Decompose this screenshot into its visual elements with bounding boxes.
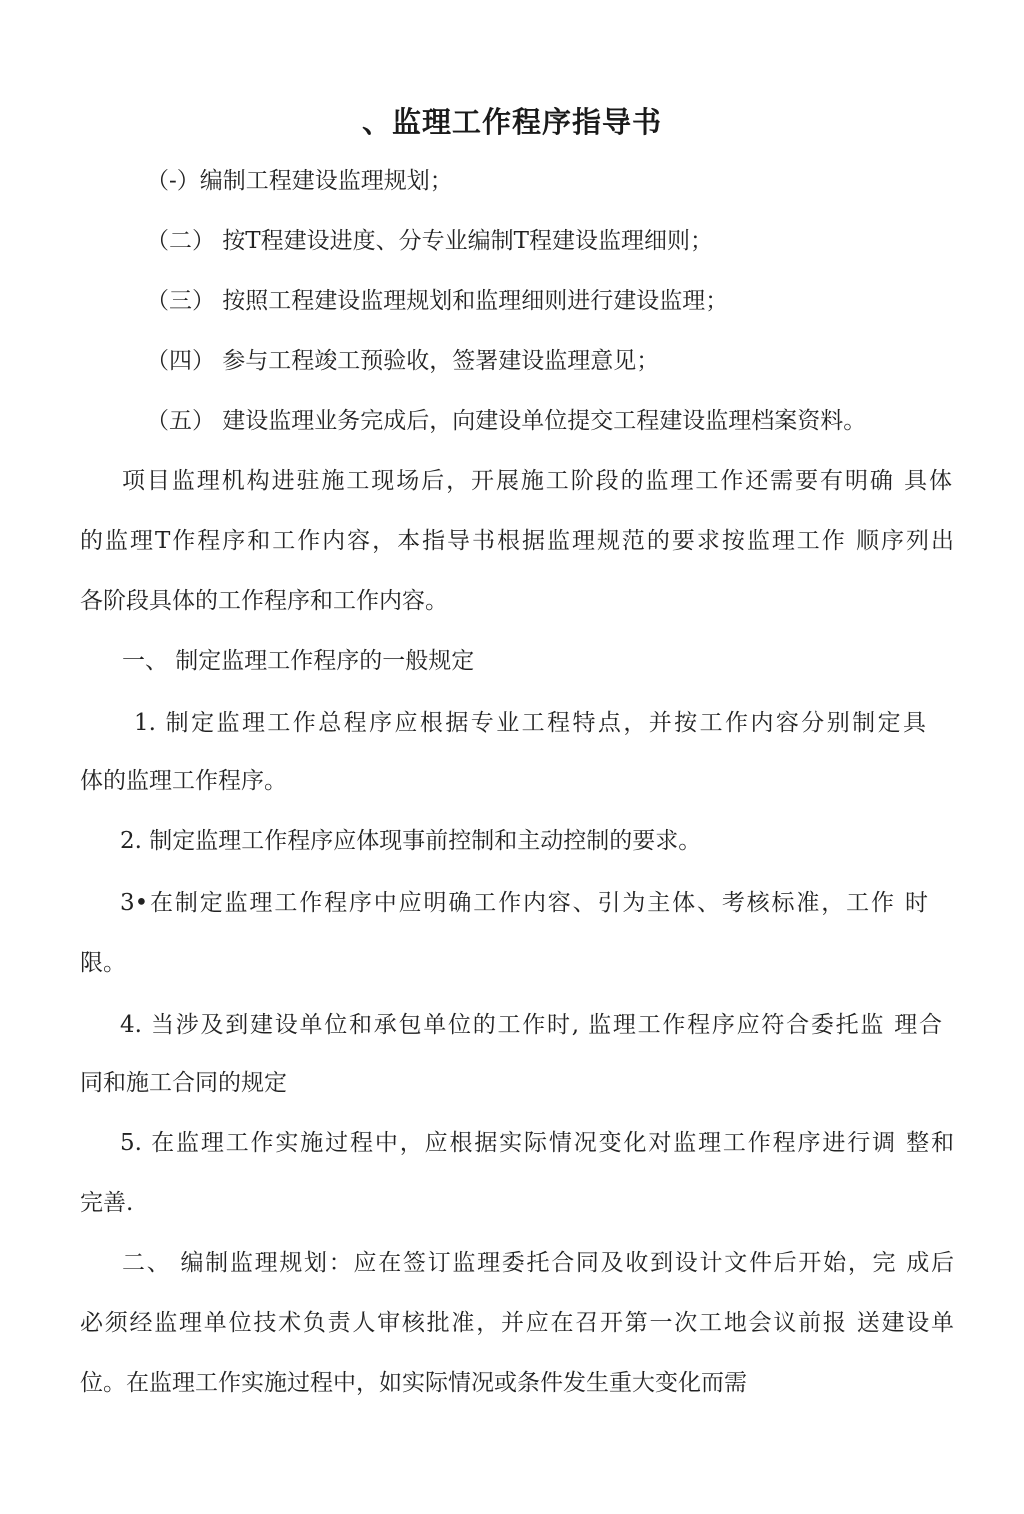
paragraph-line: 各阶段具体的工作程序和工作内容。	[80, 588, 448, 614]
paragraph-line: 同和施工合同的规定	[80, 1070, 287, 1096]
paragraph-line: 项目监理机构进驻施工现场后，开展施工阶段的监理工作还需要有明确 具体	[122, 468, 952, 494]
paragraph-line: 位。在监理工作实施过程中，如实际情况或条件发生重大变化而需	[80, 1370, 747, 1396]
paragraph-line: 限。	[80, 950, 126, 976]
paragraph-line: 1. 制定监理工作总程序应根据专业工程特点，并按工作内容分别制定具	[134, 710, 926, 736]
list-item-5: （五） 建设监理业务完成后，向建设单位提交工程建设监理档案资料。	[146, 408, 867, 434]
paragraph-line: 完善.	[80, 1190, 134, 1216]
paragraph-line: 2. 制定监理工作程序应体现事前控制和主动控制的要求。	[120, 828, 702, 854]
document-title: 、监理工作程序指导书	[361, 105, 662, 139]
list-item-3: （三） 按照工程建设监理规划和监理细则进行建设监理；	[146, 288, 729, 314]
section-heading: 一、 制定监理工作程序的一般规定	[122, 648, 475, 674]
paragraph-line: 体的监理工作程序。	[80, 768, 287, 794]
section-heading: 二、 编制监理规划：应在签订监理委托合同及收到设计文件后开始，完 成后	[122, 1250, 954, 1276]
paragraph-line: 的监理T作程序和工作内容，本指导书根据监理规范的要求按监理工作 顺序列出	[80, 528, 954, 554]
list-item-1: （-）编制工程建设监理规划；	[146, 168, 453, 194]
paragraph-line: 5. 在监理工作实施过程中，应根据实际情况变化对监理工作程序进行调 整和	[120, 1130, 954, 1156]
list-item-4: （四） 参与工程竣工预验收，签署建设监理意见；	[146, 348, 660, 374]
paragraph-line: 必须经监理单位技术负责人审核批准，并应在召开第一次工地会议前报 送建设单	[80, 1310, 954, 1336]
paragraph-line: 4. 当涉及到建设单位和承包单位的工作时, 监理工作程序应符合委托监 理合	[120, 1012, 942, 1038]
list-item-2: （二） 按T程建设进度、分专业编制T程建设监理细则；	[146, 228, 713, 254]
paragraph-line: 3•在制定监理工作程序中应明确工作内容、引为主体、考核标准，工作 时	[120, 890, 928, 916]
